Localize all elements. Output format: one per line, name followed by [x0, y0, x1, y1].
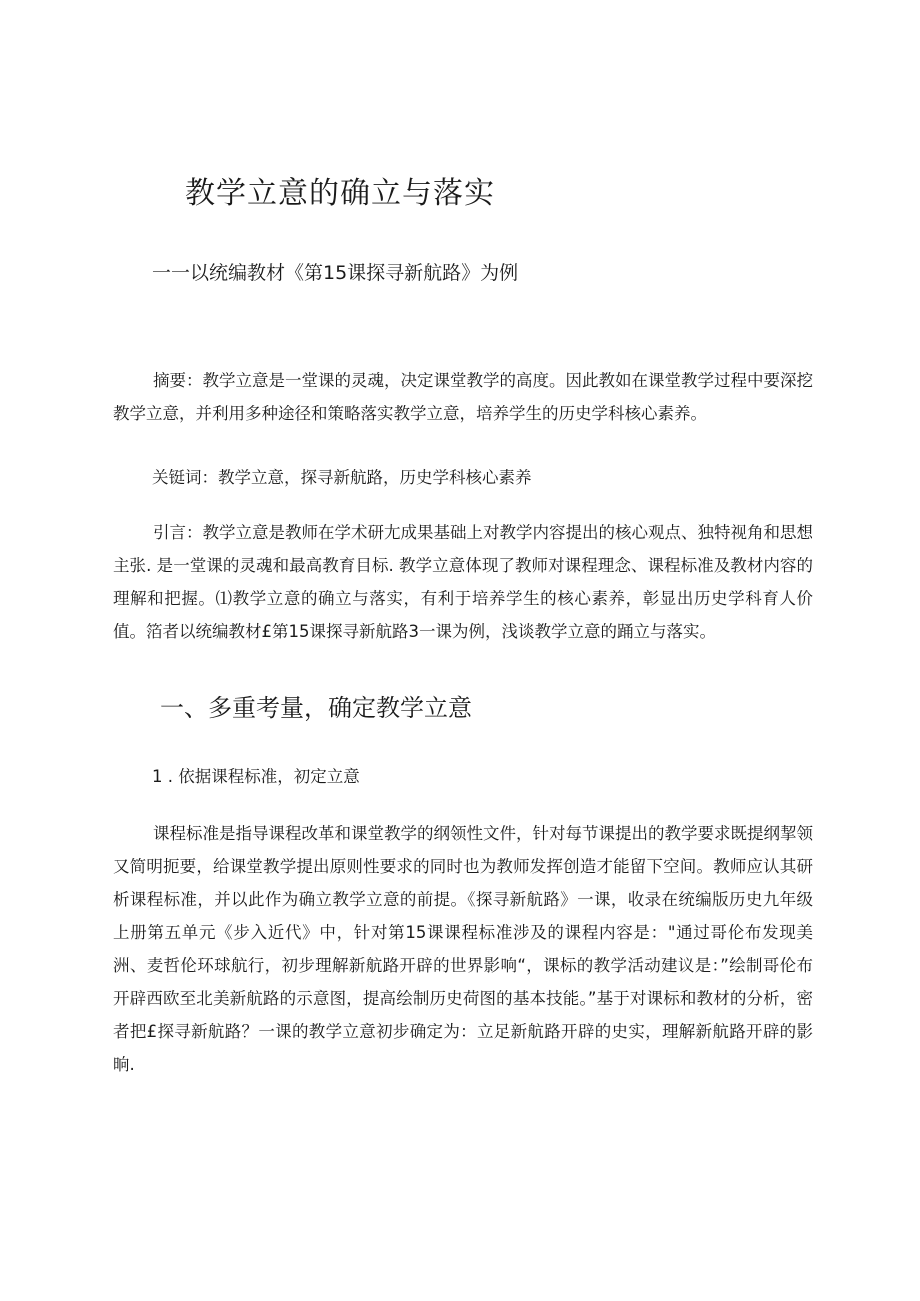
document-title: 教学立意的确立与落实: [185, 176, 495, 211]
document-subtitle: 一一以统编教材《第15课探寻新航路》为例: [152, 262, 519, 284]
body-paragraph: 课程标准是指导课程改革和课堂教学的纲领性文件，针对每节课提出的教学要求既提纲挈领又简明扼要，给课堂教学提出原则性要求的同时也为教师发挥创造才能留下空间。教师应认其研析课程标准，并以此作为确立教学立意的前提。《探寻新航路》一课，收录在统编版历史九年级上册第五单元《步入近代》中，针对第15课课程标准涉及的课程内容是："通过哥伦布发现美洲、麦哲伦环球航行，初步理解新航路开辟的世界影响“，课标的教学活动建议是：”绘制哥伦布开辟西欧至北美新航路的示意图，提高绘制历史荷图的基本技能。”基于对课标和教材的分析，密者把£探寻新航路？一课的教学立意初步确定为：立足新航路开辟的史实，理解新航路开辟的影晌.: [113, 824, 813, 1074]
introduction-paragraph: 引言：教学立意是教师在学术研尢成果基础上对教学内容提出的核心观点、独特视角和思想主张. 是一堂课的灵魂和最高教育目标. 教学立意体现了教师对课程理念、课程标准及教材内容的理解和把握。⑴教学立意的确立与落实，有利于培养学生的核心素养，彰显出历史学科育人价值。箔者以统编教材£第15课探寻新航路3一课为例，浅谈教学立意的踊立与落实。: [113, 523, 813, 641]
abstract-paragraph: 摘要：教学立意是一堂课的灵魂，决定课堂教学的高度。因此教如在课堂教学过程中要深挖教学立意，并利用多种途径和策略落实教学立意，培养学生的历史学科核心素养。: [113, 371, 813, 423]
subsection-heading: 1 . 依据课程标准，初定立意: [152, 767, 360, 786]
section-heading: 一、多重考量，确定教学立意: [160, 694, 472, 722]
keywords-line: 关铤词：教学立意，探寻新航路，历史学科核心素养: [152, 468, 532, 487]
